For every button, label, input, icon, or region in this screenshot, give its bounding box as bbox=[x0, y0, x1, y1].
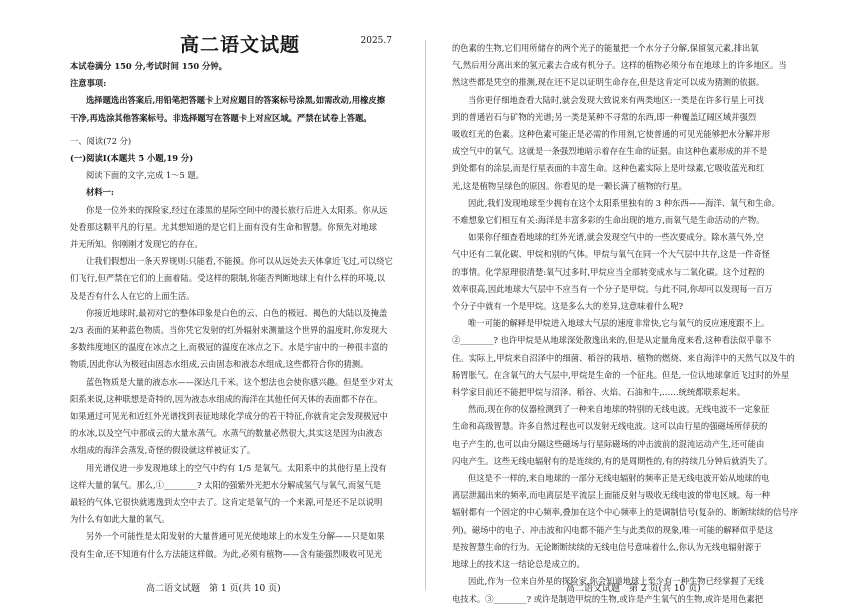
text-line: 气中还有二氧化碳、甲烷和别的气体。甲烷与氧气在同一个大气层中共存,这是一件奇怪 bbox=[452, 249, 770, 260]
header bbox=[70, 0, 412, 56]
text-line: 辐射都有一个固定的中心频率,叠加在这个中心频率上的是调制信号(复杂的、断断续续的信号序 bbox=[452, 507, 799, 518]
text-line: 电子产生的,也可以由分隔这些磁场与行星际磁场的冲击波前的混沌运动产生,还可能由 bbox=[452, 438, 765, 449]
text-line: 当你更仔细地查看大陆时,就会发现大致说来有两类地区:一类是在许多行星上可找 bbox=[468, 94, 764, 105]
text-line: 选择题选出答案后,用铅笔把答题卡上对应题目的答案标号涂黑,如需改动,用橡皮擦 bbox=[86, 95, 386, 106]
text-line: 到的普通岩石与矿物的光谱;另一类是某种不寻常的东西,即一种覆盖辽阔区域并强烈 bbox=[452, 111, 757, 122]
text-line: 地球上的技术这一结论总是成立的。 bbox=[452, 559, 585, 570]
text-line: 电技术。③________? 或许是制造甲烷的生物,或许是产生氧气的生物,或许是用色素把 bbox=[452, 593, 764, 604]
text-line: 个分子中就有一个是甲烷。这是多么大的差异,这意味着什么呢? bbox=[452, 301, 684, 312]
text-line: 及是否有什么人在它的上面生活。 bbox=[70, 290, 195, 301]
text-line: 不难想象它们相互有关:海洋是丰富多彩的生命出现的地方,而氧气是生命活动的产物。 bbox=[452, 215, 765, 226]
text-line: 吸收红光的色素。这种色素可能正是必需的作用剂,它使普通的可见光能够把水分解并形 bbox=[452, 129, 770, 140]
text-line: 光,这是植物呈绿色的原因。你看见的是一颗长满了植物的行星。 bbox=[452, 180, 687, 191]
notice-body bbox=[70, 92, 412, 126]
text-line: 阳系来说,这种联想是奇特的,因为液态水组成的海洋在其他任何天体的表面都不存在。 bbox=[70, 393, 383, 404]
exam-info: 本试卷满分 150 分,考试时间 150 分钟。 bbox=[70, 61, 227, 71]
text-line: 水组成的海洋会蒸发,奇怪的假设就这样被证实了。 bbox=[70, 445, 256, 456]
text-line: 到处都有的涂层,而是行星表面的丰富生命。这种色素实际上是叶绿素,它吸收蓝光和红 bbox=[452, 163, 765, 174]
subsection-heading: (一)阅读Ⅰ(本题共 5 小题,19 分) bbox=[70, 153, 194, 164]
text-line: 成空气中的氧气。这就是一条强烈地暗示着存在生命的证据。由这种色素形成的并不是 bbox=[452, 146, 768, 157]
text-line: 多数纬度地区的温度在冰点之上,而极冠的温度在冰点之下。水是宇宙中的一种很丰富的 bbox=[70, 342, 388, 353]
text-line: 并无所知。你刚刚才发现它的存在。 bbox=[70, 239, 203, 250]
page-footer: 高二语文试题 第 2 页(共 10 页) bbox=[566, 584, 701, 594]
text-line: 2/3 表面的某种蓝色物质。当你凭它发射的红外辐射来测量这个世界的温度时,你发现大 bbox=[70, 325, 388, 336]
text-line: 的色素的生物,它们用所储存的两个光子的能量把一个水分子分解,保留氢元素,排出氧 bbox=[452, 43, 759, 53]
text-line: 气,然后用分离出来的氢元素去合成有机分子。这样的植物必须分布在地球上的许多地区。当 bbox=[452, 60, 787, 71]
page-2 bbox=[430, 0, 860, 608]
text-line: 然这些都是凭空的推测,现在还不足以证明生命存在,但是这肯定可以成为猜测的依据。 bbox=[452, 77, 765, 88]
page-footer: 高二语文试题 第 1 页(共 10 页) bbox=[146, 584, 281, 594]
text-line: 为什么有如此大量的氧气。 bbox=[70, 514, 170, 525]
text-line: 是按智慧生命的行为。无论断断续续的无线电信号意味着什么,你认为无线电辐射源于 bbox=[452, 541, 762, 552]
passage-text bbox=[452, 40, 830, 608]
notice-heading: 注意事项: bbox=[70, 78, 107, 89]
text-line: 生命和高级智慧。许多自然过程也可以发射无线电波。这可以由行星的强磁场所俘获的 bbox=[452, 421, 768, 432]
text-line: 用光谱仪进一步发现地球上的空气中约有 1/5 是氧气。太阳系中的其他行星上没有 bbox=[86, 462, 387, 473]
text-line: 你是一位外来的探险家,经过在漆黑的星际空间中的漫长旅行后进入太阳系。你从远 bbox=[86, 204, 388, 215]
text-line: 的事情。化学原理很清楚:氧气过多时,甲烷应当全部转变成水与二氧化碳。这个过程的 bbox=[452, 266, 765, 277]
text-line: 们飞行,但严禁在它们的上面着陆。受这样的限制,你能否判断地球上有什么样的环境,以 bbox=[70, 273, 385, 284]
text-line: 肠胃胀气。在含氧气的大气层中,甲烷是生命的一个征兆。但是,一位认地球拿近飞过时的外星 bbox=[452, 369, 790, 380]
exam-date: 2025.7 bbox=[360, 36, 392, 46]
text-line: 如果你仔细查看地球的红外光谱,就会发现空气中的一些次要成分。除水蒸气外,空 bbox=[468, 232, 764, 243]
text-line: 因此,我们发现地球至少拥有在这个太阳系里独有的 3 种东西——海洋、氧气和生命。 bbox=[468, 197, 780, 208]
section-heading: 一、阅读(72 分) bbox=[70, 135, 132, 146]
exam-title: 高二语文试题 bbox=[180, 34, 301, 56]
text-line: 闪电产生。这些无线电辐射有的是连续的,有的是周期性的,有的持续几分钟后就消失了。 bbox=[452, 455, 773, 466]
text-line: 最轻的气体,它很快就逃逸到太空中去了。这肯定是氧气的一个来源,可是还不足以说明 bbox=[70, 497, 383, 508]
text-line: 你接近地球时,最初对它的整体印象是白色的云、白色的极冠、褐色的大陆以及掩盖 bbox=[86, 307, 388, 318]
text-line: 干净,再选涂其他答案标号。非选择题写在答题卡上对应区域。严禁在试卷上答题。 bbox=[70, 112, 372, 123]
text-line: 没有生命,还不知道有什么方法能这样做。为此,必须有植物——含有能强烈吸收可见光 bbox=[70, 548, 383, 559]
text-line: 然而,现在你的仪器检测到了一种来自地球的特别的无线电波。无线电波不一定象征 bbox=[468, 404, 770, 415]
text-line: 另外一个可能性是太阳发射的大量普通可见光使地球上的水发生分解——只是如果 bbox=[86, 531, 385, 542]
text-line: ②________? 也许甲烷是从地球深处散逸出来的,但是从定量角度来看,这种看法似乎靠不 bbox=[452, 335, 772, 346]
passage-text bbox=[70, 202, 412, 563]
text-line: 离层泄漏出来的频率,而电离层是平流层上面能反射与吸收无线电波的带电区域。每一种 bbox=[452, 490, 770, 501]
text-line: 这样大量的氧气。那么,①________? 太阳的强紫外光把水分解成氢气与氧气,而氢气是 bbox=[70, 479, 382, 490]
text-line: 住。实际上,甲烷来自沼泽中的细菌、稻谷的栽培、植物的燃烧、来自海洋中的天然气以及牛的 bbox=[452, 352, 795, 363]
material-label: 材料一: bbox=[86, 187, 114, 198]
text-line: 让我们假想出一条天界规则:只能看,不能摸。你可以从远处去天体拿近飞过,可以绕它 bbox=[86, 256, 393, 267]
text-line: 处看那这颗平凡的行星。尤其想知道的是它们上面有没有生命和智慧。你预先对地球 bbox=[70, 221, 377, 232]
text-line: 列)。磁场中的电子、冲击波和闪电都不能产生与此类似的现象,唯一可能的解释似乎是这 bbox=[452, 524, 774, 535]
text-line: 的水冰,以及空气中那成云的大量水蒸气。水蒸气的数量必然很大,其实这是因为由液态 bbox=[70, 428, 383, 439]
text-line: 如果通过可见光和近红外光谱找到表征地球化学成分的若干特征,你就肯定会发现极冠中 bbox=[70, 411, 388, 422]
instruction: 阅读下面的文字,完成 1～5 题。 bbox=[86, 170, 205, 181]
text-line: 物质,因此你认为极冠由固态水组成,云由固态和液态水组成,这些都符合你的猜测。 bbox=[70, 359, 369, 370]
text-line: 因此,作为一位来自外星的探险家,你会知道地球上至少有一种生物已经掌握了无线 bbox=[468, 576, 764, 587]
text-line: 效率很高,因此地球大气层中不应当有一个分子是甲烷。与此不同,你却可以发现每一百万 bbox=[452, 283, 773, 294]
text-line: 但这是不一样的,来自地球的一部分无线电辐射的频率正是无线电波开始从地球的电 bbox=[468, 473, 770, 484]
text-line: 蓝色物质是大量的液态水——深达几千米。这个想法也会使你感兴趣。但是至少对太 bbox=[86, 376, 393, 387]
text-line: 科学家目前还不能把甲烷与沼泽、稻谷、火焰、石油和牛,……统统都联系起来。 bbox=[452, 387, 746, 398]
text-line: 唯一可能的解释是甲烷进入地球大气层的速度非常快,它与氧气的反应速度跟不上。 bbox=[468, 318, 770, 329]
